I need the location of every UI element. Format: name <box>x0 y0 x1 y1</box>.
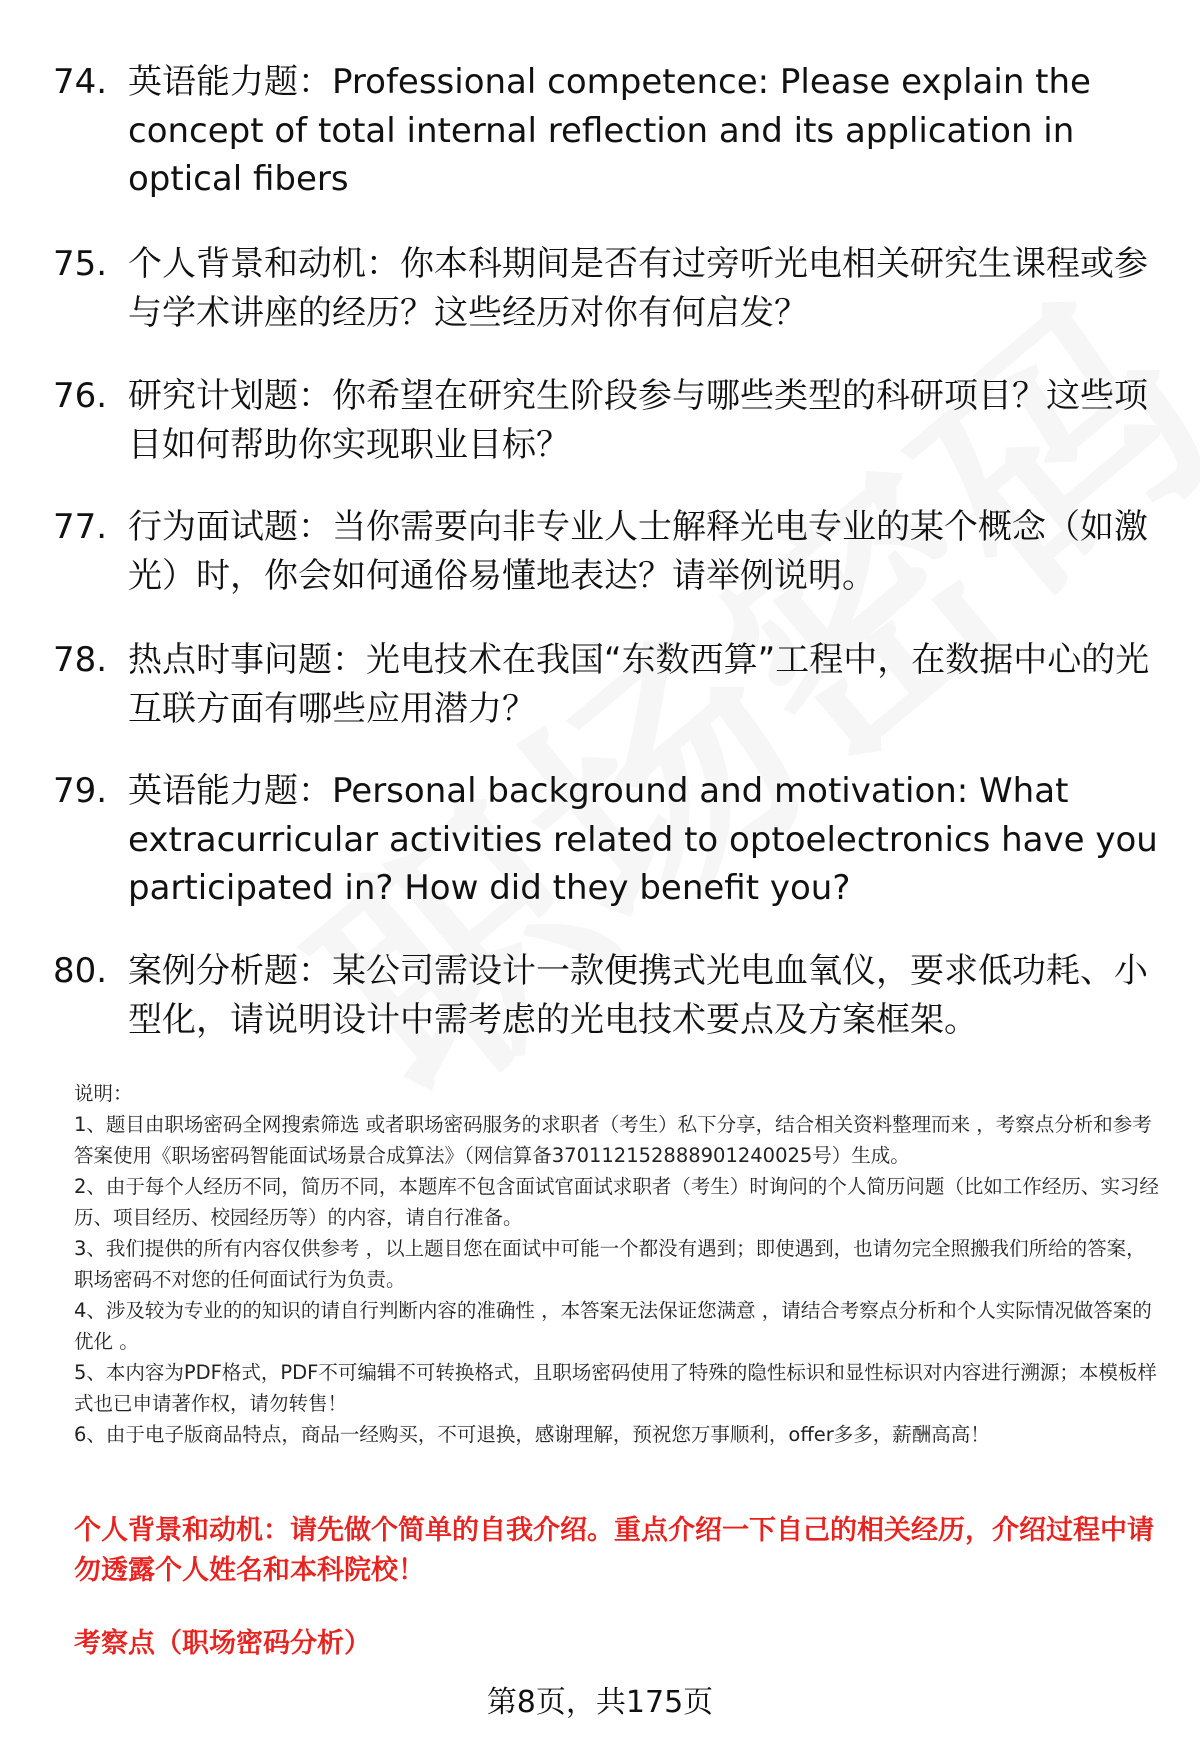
notes-section <box>74 1078 1164 1450</box>
question-text: 英语能力题：Personal background and motivation: What extracurricular activities related to optoelectronics have you participated in? How did they benefit you? <box>128 771 1158 908</box>
question-76 <box>53 372 1163 469</box>
question-number: 78. <box>53 640 108 680</box>
question-78 <box>53 636 1163 733</box>
question-text: 行为面试题：当你需要向非专业人士解释光电专业的某个概念（如激光）时，你会如何通俗易懂地表达？请举例说明。 <box>128 507 1148 596</box>
section-heading: 考察点（职场密码分析） <box>74 1628 371 1659</box>
question-text: 研究计划题：你希望在研究生阶段参与哪些类型的科研项目？这些项目如何帮助你实现职业目标？ <box>128 376 1148 465</box>
note-item: 5、本内容为PDF格式，PDF不可编辑不可转换格式，且职场密码使用了特殊的隐性标识和显性标识对内容进行溯源；本模板样式也已申请著作权，请勿转售！ <box>74 1361 1157 1415</box>
highlight-question: 个人背景和动机：请先做个简单的自我介绍。重点介绍一下自己的相关经历，介绍过程中请勿透露个人姓名和本科院校！ <box>74 1515 1154 1586</box>
question-75 <box>53 240 1163 337</box>
question-text: 热点时事问题：光电技术在我国“东数西算”工程中，在数据中心的光互联方面有哪些应用潜力？ <box>128 640 1150 729</box>
question-number: 74. <box>53 62 108 102</box>
question-number: 80. <box>53 951 108 991</box>
question-number: 76. <box>53 376 108 416</box>
question-77 <box>53 503 1163 600</box>
question-text: 个人背景和动机：你本科期间是否有过旁听光电相关研究生课程或参与学术讲座的经历？这些经历对你有何启发？ <box>128 244 1148 333</box>
question-number: 75. <box>53 244 108 284</box>
note-item: 1、题目由职场密码全网搜索筛选 或者职场密码服务的求职者（考生）私下分享，结合相关资料整理而来 ，考察点分析和参考答案使用《职场密码智能面试场景合成算法》（网信算备370112152888901240025号）生成。 <box>74 1113 1152 1167</box>
note-item: 4、涉及较为专业的的知识的请自行判断内容的准确性 ，本答案无法保证您满意 ，请结合考察点分析和个人实际情况做答案的优化 。 <box>74 1299 1152 1353</box>
note-item: 3、我们提供的所有内容仅供参考 ，以上题目您在面试中可能一个都没有遇到；即使遇到，也请勿完全照搬我们所给的答案，职场密码不对您的任何面试行为负责。 <box>74 1237 1146 1291</box>
question-text: 英语能力题：Professional competence: Please explain the concept of total internal reflection and its application in optical fibers <box>128 62 1091 199</box>
question-text: 案例分析题：某公司需设计一款便携式光电血氧仪，要求低功耗、小型化，请说明设计中需考虑的光电技术要点及方案框架。 <box>128 951 1148 1040</box>
question-80 <box>53 947 1163 1044</box>
question-79 <box>53 767 1163 913</box>
question-number: 79. <box>53 771 108 811</box>
question-74 <box>53 58 1163 204</box>
note-item: 6、由于电子版商品特点，商品一经购买，不可退换，感谢理解，预祝您万事顺利，offer多多，薪酬高高！ <box>74 1423 990 1446</box>
notes-title: 说明： <box>74 1082 133 1105</box>
page-number: 第8页，共175页 <box>486 1685 714 1720</box>
note-item: 2、由于每个人经历不同，简历不同，本题库不包含面试官面试求职者（考生）时询问的个人简历问题（比如工作经历、实习经历、项目经历、校园经历等）的内容，请自行准备。 <box>74 1175 1159 1229</box>
question-number: 77. <box>53 507 108 547</box>
